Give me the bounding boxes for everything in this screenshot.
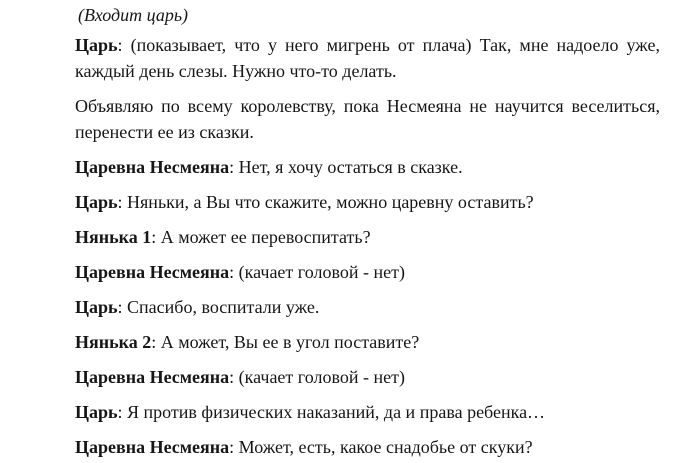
speaker-name: Царь <box>75 297 118 317</box>
dialogue-text: : (качает головой - нет) <box>229 367 405 387</box>
speaker-name: Нянька 1 <box>75 227 152 247</box>
dialogue-text: : Может, есть, какое снадобье от скуки? <box>229 437 533 457</box>
dialogue-paragraph <box>75 294 660 320</box>
speaker-name: Царевна Несмеяна <box>75 367 230 387</box>
speaker-name: Царевна Несмеяна <box>75 157 230 177</box>
dialogue-paragraph <box>75 224 660 250</box>
dialogue-text: : А может, Вы ее в угол поставите? <box>151 332 420 352</box>
dialogue-paragraph <box>75 329 660 355</box>
dialogue-text: : (показывает, что у него мигрень от плача) Так, мне надоело уже, <box>117 35 660 55</box>
dialogue-paragraph <box>75 259 660 285</box>
dialogue-text: : А может ее перевоспитать? <box>151 227 371 247</box>
dialogue-paragraph <box>75 399 660 425</box>
dialogue-text: перенести ее из сказки. <box>75 122 254 142</box>
dialogue-paragraph <box>75 93 660 145</box>
dialogue-text: : (качает головой - нет) <box>229 262 405 282</box>
dialogue-text: : Няньки, а Вы что скажите, можно царевну оставить? <box>117 192 534 212</box>
dialogue-paragraph <box>75 189 660 215</box>
dialogue-text: каждый день слезы. Нужно что-то делать. <box>75 61 397 81</box>
dialogue-text: : Нет, я хочу остаться в сказке. <box>229 157 463 177</box>
stage-direction: (Входит царь) <box>78 5 189 25</box>
speaker-name: Царь <box>75 192 118 212</box>
speaker-name: Царь <box>75 402 118 422</box>
speaker-name: Царевна Несмеяна <box>75 262 230 282</box>
dialogue-paragraph <box>75 364 660 390</box>
dialogue-paragraph <box>75 32 660 84</box>
dialogue-text: : Я против физических наказаний, да и права ребенка… <box>117 402 546 422</box>
dialogue-text: : Спасибо, воспитали уже. <box>117 297 320 317</box>
speaker-name: Царь <box>75 35 118 55</box>
dialogue-paragraph <box>75 434 660 460</box>
dialogue-text: Объявляю по всему королевству, пока Несмеяна не научится веселиться, <box>75 96 660 116</box>
speaker-name: Нянька 2 <box>75 332 152 352</box>
speaker-name: Царевна Несмеяна <box>75 437 230 457</box>
dialogue-paragraph <box>75 154 660 180</box>
